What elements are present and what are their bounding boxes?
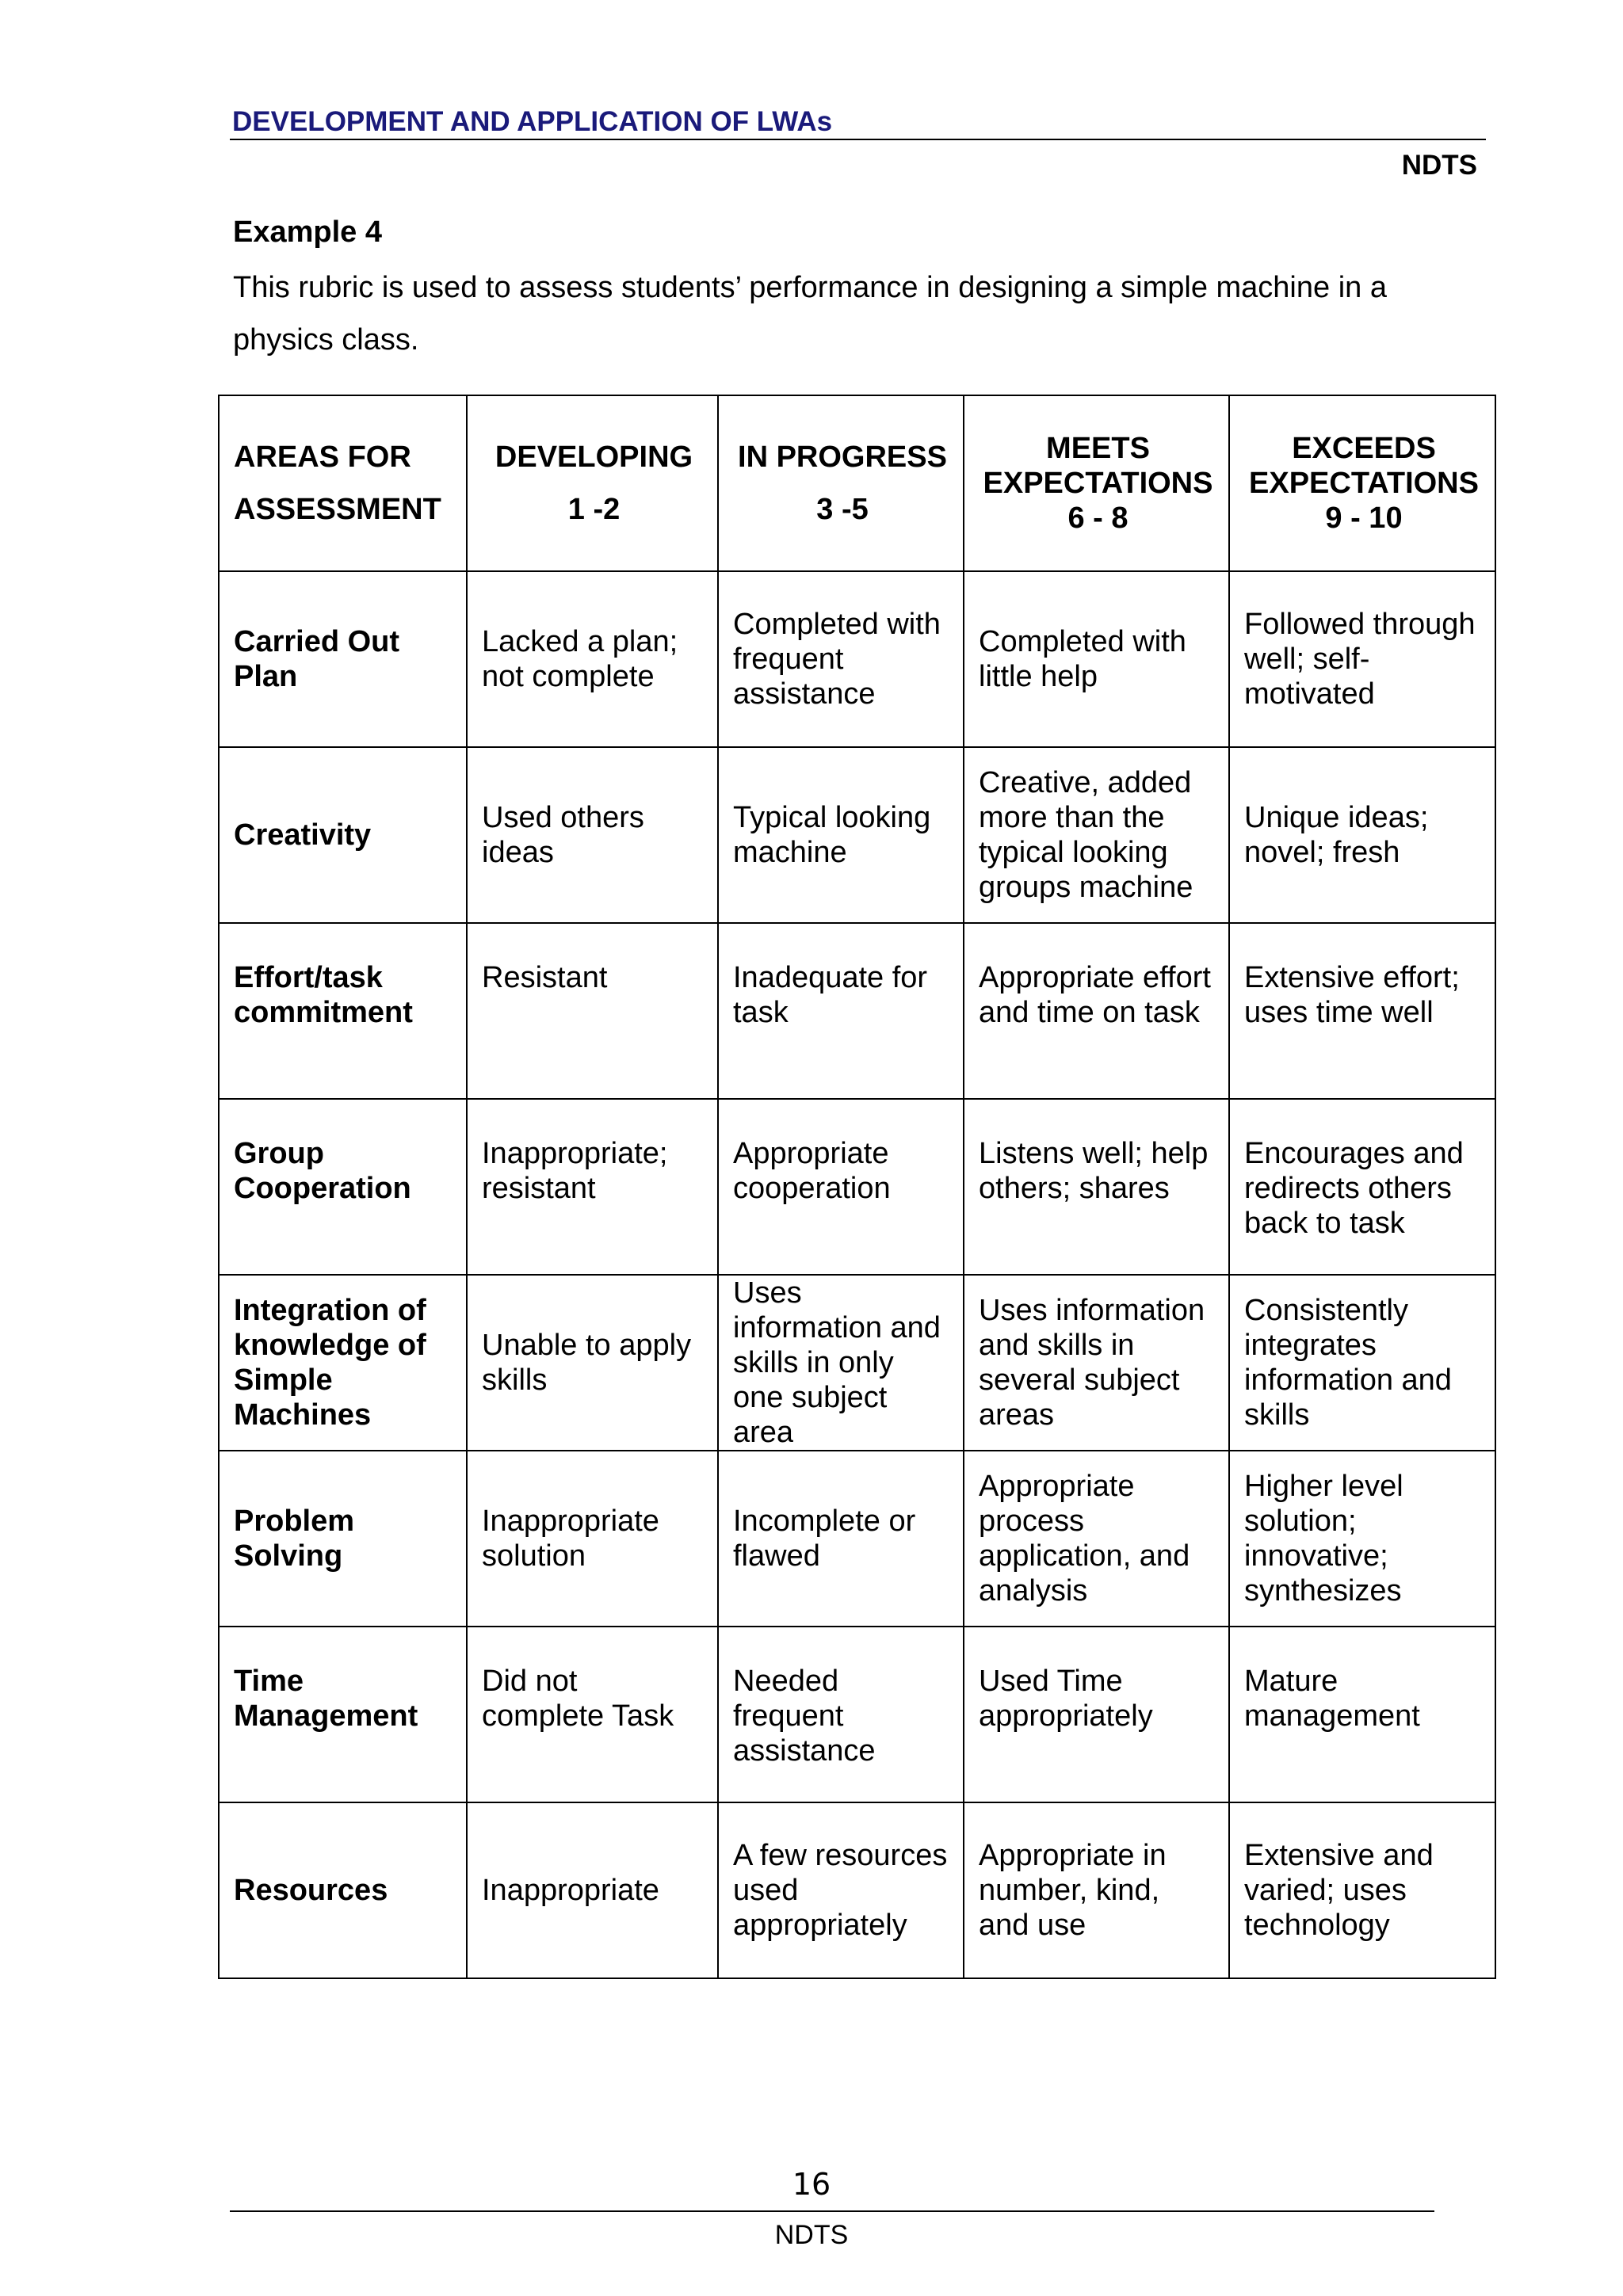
in-progress-cell: Typical looking machine [718,747,964,923]
meets-cell: Appropriate in number, kind, and use [964,1802,1229,1978]
developing-cell: Inappropriate [467,1802,718,1978]
footer-org: NDTS [774,2220,849,2250]
meets-cell: Appropriate effort and time on task [964,923,1229,1099]
exceeds-cell: Higher level solution; innovative; synthesizes [1229,1451,1495,1627]
intro-paragraph: This rubric is used to assess students’ performance in designing a simple machine in a physics class. [233,271,1387,357]
table-row [219,1099,1495,1275]
footer-divider [230,2210,1434,2212]
meets-cell: Completed with little help [964,571,1229,747]
table-row [219,747,1495,923]
rubric-table [218,395,1496,1979]
header-in-progress: IN PROGRESS 3 -5 [718,395,964,571]
running-header-title: DEVELOPMENT AND APPLICATION OF LWAs [232,106,833,137]
header-divider [230,139,1486,140]
area-cell: Time Management [219,1627,467,1802]
meets-cell: Listens well; help others; shares [964,1099,1229,1275]
developing-cell: Did not complete Task [467,1627,718,1802]
area-cell: Creativity [219,747,467,923]
area-cell: Problem Solving [219,1451,467,1627]
table-row [219,1451,1495,1627]
table-row [219,571,1495,747]
area-cell: Effort/task commitment [219,923,467,1099]
in-progress-cell: Inadequate for task [718,923,964,1099]
table-header-row [219,395,1495,571]
table-row [219,923,1495,1099]
exceeds-cell: Extensive effort; uses time well [1229,923,1495,1099]
meets-cell: Used Time appropriately [964,1627,1229,1802]
developing-cell: Lacked a plan; not complete [467,571,718,747]
area-cell: Resources [219,1802,467,1978]
meets-cell: Appropriate process application, and analysis [964,1451,1229,1627]
table-row [219,1627,1495,1802]
header-developing: DEVELOPING 1 -2 [467,395,718,571]
developing-cell: Inappropriate solution [467,1451,718,1627]
header-meets-expectations: MEETS EXPECTATIONS 6 - 8 [964,395,1229,571]
exceeds-cell: Consistently integrates information and skills [1229,1275,1495,1451]
developing-cell: Used others ideas [467,747,718,923]
page-number: 16 [792,2167,831,2202]
developing-cell: Inappropriate; resistant [467,1099,718,1275]
meets-cell: Uses information and skills in several subject areas [964,1275,1229,1451]
in-progress-cell: A few resources used appropriately [718,1802,964,1978]
in-progress-cell: Incomplete or flawed [718,1451,964,1627]
exceeds-cell: Encourages and redirects others back to task [1229,1099,1495,1275]
exceeds-cell: Followed through well; self-motivated [1229,571,1495,747]
developing-cell: Resistant [467,923,718,1099]
exceeds-cell: Unique ideas; novel; fresh [1229,747,1495,923]
in-progress-cell: Appropriate cooperation [718,1099,964,1275]
in-progress-cell: Needed frequent assistance [718,1627,964,1802]
developing-cell: Unable to apply skills [467,1275,718,1451]
area-cell: Carried Out Plan [219,571,467,747]
area-cell: Group Cooperation [219,1099,467,1275]
header-exceeds-expectations: EXCEEDS EXPECTATIONS 9 - 10 [1229,395,1495,571]
in-progress-cell: Completed with frequent assistance [718,571,964,747]
table-row [219,1275,1495,1451]
example-title: Example 4 [233,215,382,249]
exceeds-cell: Mature management [1229,1627,1495,1802]
running-header-org: NDTS [1401,150,1477,181]
meets-cell: Creative, added more than the typical looking groups machine [964,747,1229,923]
in-progress-cell: Uses information and skills in only one subject area [718,1275,964,1451]
area-cell: Integration of knowledge of Simple Machines [219,1275,467,1451]
header-areas-for-assessment: AREAS FOR ASSESSMENT [219,395,467,571]
table-row [219,1802,1495,1978]
exceeds-cell: Extensive and varied; uses technology [1229,1802,1495,1978]
